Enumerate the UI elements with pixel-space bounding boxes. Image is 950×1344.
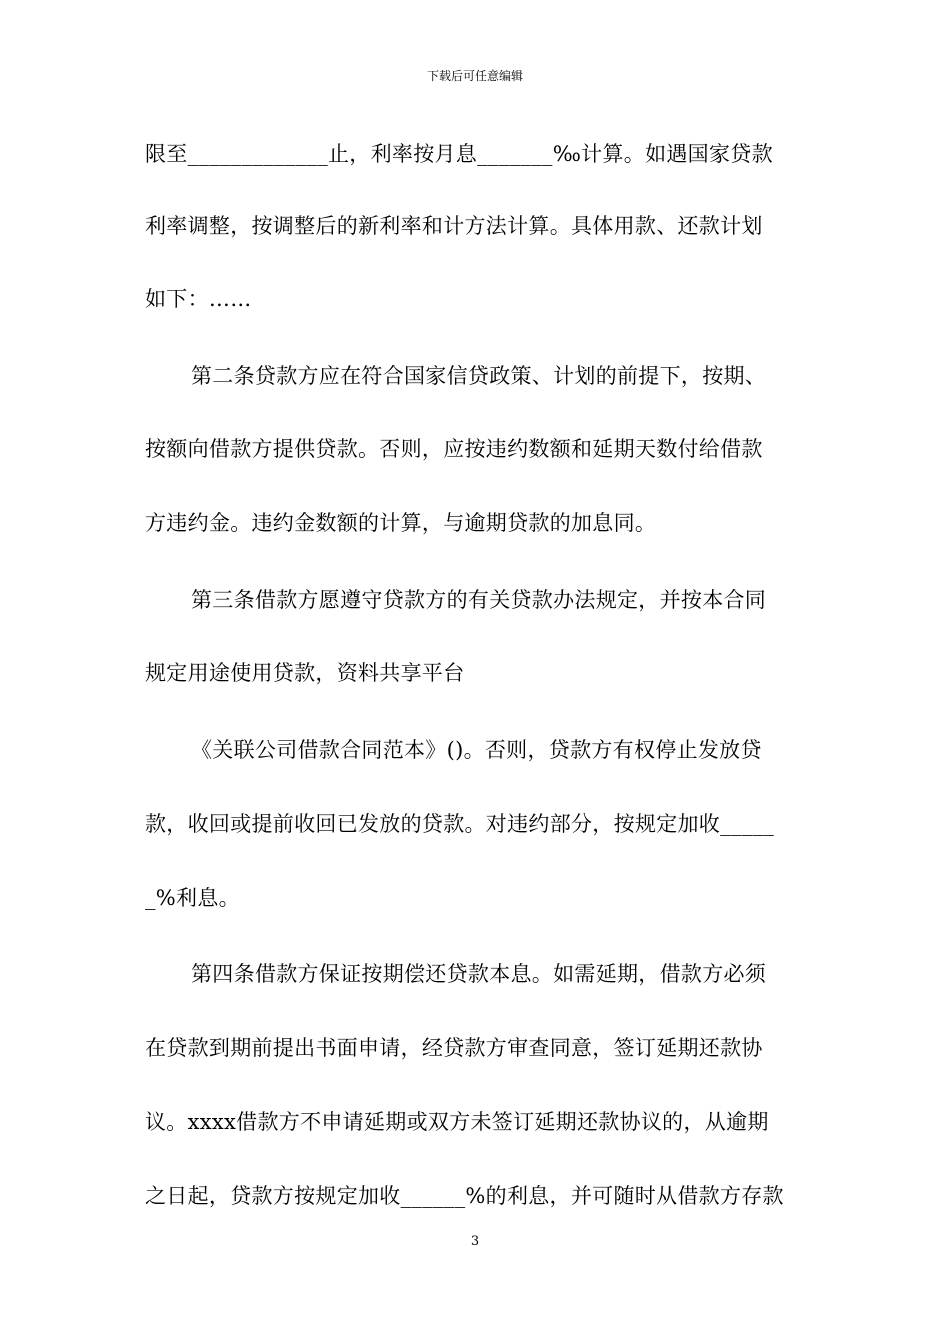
text-line: 按额向借款方提供贷款。否则，应按违约数额和延期天数付给借款 bbox=[145, 437, 763, 461]
text-line: 规定用途使用贷款，资料共享平台 bbox=[145, 661, 465, 685]
text-line: 款，收回或提前收回已发放的贷款。对违约部分，按规定加收_____ bbox=[145, 812, 775, 836]
page-header: 下载后可任意编辑 bbox=[426, 69, 523, 83]
text-line: 如下：…… bbox=[145, 287, 252, 311]
text-line: 第二条贷款方应在符合国家信贷政策、计划的前提下，按期、 bbox=[191, 364, 767, 388]
text-line: 议。xxxx借款方不申请延期或双方未签订延期还款协议的，从逾期 bbox=[145, 1110, 769, 1134]
text-line: 在贷款到期前提出书面申请，经贷款方审查同意，签订延期还款协 bbox=[145, 1036, 763, 1060]
text-line: 之日起，贷款方按规定加收______%的利息，并可随时从借款方存款 bbox=[145, 1184, 784, 1208]
text-line: 第四条借款方保证按期偿还贷款本息。如需延期，借款方必须 bbox=[191, 962, 767, 986]
text-line: 第三条借款方愿遵守贷款方的有关贷款办法规定，并按本合同 bbox=[191, 588, 767, 612]
text-line: _%利息。 bbox=[145, 886, 240, 910]
page-number: 3 bbox=[470, 1234, 480, 1249]
text-line: 限至_____________止，利率按月息_______‰计算。如遇国家贷款 bbox=[145, 142, 773, 166]
text-line: 方违约金。违约金数额的计算，与逾期贷款的加息同。 bbox=[145, 511, 657, 535]
text-line: 《关联公司借款合同范本》()。否则，贷款方有权停止发放贷 bbox=[191, 738, 762, 762]
text-line: 利率调整，按调整后的新利率和计方法计算。具体用款、还款计划 bbox=[145, 214, 763, 238]
